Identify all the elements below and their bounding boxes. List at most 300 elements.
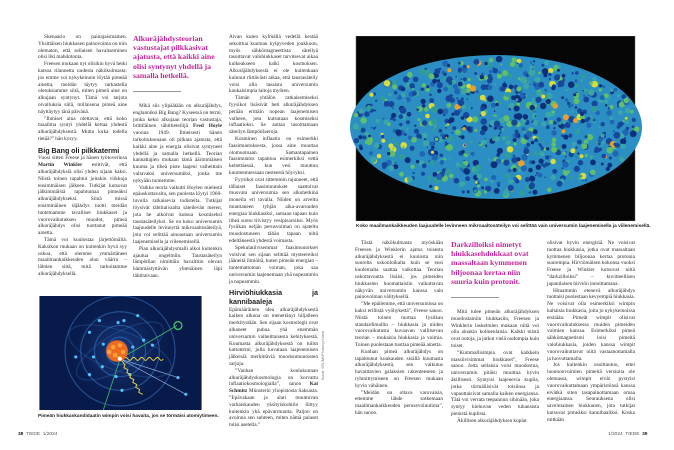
- cmb-speck: [516, 98, 519, 101]
- cmb-speck: [583, 95, 585, 97]
- cmb-speck: [526, 131, 532, 137]
- cmb-speck: [459, 182, 464, 187]
- cmb-speck: [360, 117, 366, 123]
- cmb-speck: [541, 95, 545, 99]
- cmb-speck: [484, 190, 487, 193]
- cmb-speck: [475, 181, 478, 184]
- cmb-speck: [613, 130, 615, 132]
- cmb-speck: [511, 157, 517, 163]
- cmb-speck: [462, 190, 465, 193]
- cmb-speck: [580, 79, 583, 82]
- cmb-speck: [598, 142, 601, 145]
- divider: [451, 297, 499, 298]
- cmb-speck: [515, 64, 518, 67]
- cmb-speck: [553, 127, 555, 129]
- cmb-speck: [575, 106, 578, 109]
- cmb-speck: [592, 101, 598, 107]
- cmb-speck: [429, 94, 432, 97]
- cmb-speck: [514, 142, 517, 145]
- cmb-speck: [450, 94, 453, 97]
- paragraph: Freesen mukaan nyt olisikin hyvä hetki katsoa tilannetta uudesta näkökulmasta: jos emme voi nykykeinoin löytää pimeää ainetta, meidän täytyy tarkastella oletuksiamme siitä, miten pimeä aine on alkujaan syntynyt. Tämä voi tarjota oivalluksia siitä, millaisena pimeä aine näyttäytyy tänä päivänä.: [38, 61, 127, 115]
- cmb-speck: [487, 95, 494, 102]
- paragraph: Äkillisen alkuräjähdyksen kuplat: [457, 417, 527, 424]
- cmb-speck: [515, 179, 520, 184]
- cmb-speck: [580, 112, 584, 116]
- cmb-speck: [576, 112, 578, 114]
- cmb-speck: [358, 135, 362, 139]
- cmb-speck: [362, 135, 366, 139]
- cmb-speck: [480, 118, 487, 125]
- cmb-speck: [577, 152, 579, 154]
- cmb-speck: [489, 58, 494, 63]
- cmb-speck: [561, 96, 564, 99]
- cmb-speck: [394, 91, 398, 95]
- person-name: Kai Schmitz: [229, 381, 318, 395]
- cmb-speck: [570, 148, 575, 153]
- cmb-speck: [374, 109, 376, 111]
- cmb-speck: [494, 110, 496, 112]
- cmb-speck: [536, 172, 538, 174]
- cmb-speck: [530, 105, 535, 110]
- cmb-speck: [569, 106, 571, 108]
- cmb-speck: [400, 107, 407, 114]
- cmb-speck: [491, 103, 496, 108]
- cmb-speck: [581, 74, 586, 79]
- cmb-speck: [551, 86, 555, 90]
- cmb-speck: [392, 84, 397, 89]
- cmb-speck: [513, 154, 515, 156]
- cmb-speck: [534, 77, 540, 83]
- cmb-speck: [375, 100, 377, 102]
- cmb-speck: [394, 156, 397, 159]
- cmb-speck: [549, 78, 551, 80]
- cmb-speck: [580, 122, 582, 124]
- cmb-speck: [625, 117, 628, 120]
- cmb-speck: [413, 90, 415, 92]
- cmb-speck: [368, 135, 371, 138]
- cmb-speck: [498, 71, 501, 74]
- cmb-speck: [447, 103, 452, 108]
- cmb-speck: [422, 83, 426, 87]
- cmb-speck: [552, 103, 558, 109]
- cmb-speck: [561, 167, 563, 169]
- cmb-speck: [413, 77, 419, 83]
- cmb-speck: [529, 69, 536, 76]
- cmb-speck: [406, 120, 410, 124]
- cmb-speck: [402, 127, 404, 129]
- cmb-speck: [562, 161, 568, 167]
- divider: [133, 91, 181, 92]
- cmb-speck: [517, 157, 521, 161]
- cmb-speck: [416, 108, 419, 111]
- cmb-speck: [548, 68, 554, 74]
- cmb-speck: [514, 106, 520, 112]
- cmb-speck: [495, 103, 498, 106]
- cmb-speck: [534, 138, 538, 142]
- cmb-speck: [608, 97, 610, 99]
- cmb-speck: [452, 126, 456, 130]
- cmb-speck: [503, 138, 505, 140]
- cmb-speck: [492, 67, 494, 69]
- cmb-speck: [601, 122, 605, 126]
- cmb-speck: [370, 157, 376, 163]
- cmb-speck: [508, 185, 514, 191]
- cmb-speck: [470, 126, 473, 129]
- cmb-speck: [443, 87, 448, 92]
- cmb-speck: [527, 81, 529, 83]
- cmb-speck: [523, 148, 529, 154]
- cmb-speck: [498, 100, 500, 102]
- cmb-speck: [369, 151, 373, 155]
- right-column-3: [547, 240, 635, 424]
- cmb-speck: [431, 106, 438, 113]
- cmb-speck: [525, 95, 527, 97]
- cmb-speck: [510, 62, 515, 67]
- cmb-speck: [405, 157, 411, 163]
- cmb-speck: [370, 104, 373, 107]
- cmb-speck: [567, 102, 571, 106]
- cmb-speck: [575, 156, 577, 158]
- cmb-speck: [618, 110, 623, 115]
- cmb-speck: [598, 138, 603, 143]
- cmb-speck: [445, 169, 451, 175]
- cmb-speck: [461, 71, 463, 73]
- figure-caption: Pimeän hiukkaskandidaatin wimpin voisi havaita, jos se törmäisi atomiytimeen.: [38, 414, 219, 419]
- cmb-speck: [583, 97, 589, 103]
- cmb-speck: [589, 81, 593, 85]
- cmb-speck: [575, 71, 579, 75]
- cmb-speck: [394, 162, 396, 164]
- cmb-speck: [373, 127, 376, 130]
- cmb-speck: [503, 190, 509, 196]
- cmb-speck: [430, 160, 435, 165]
- cmb-speck: [442, 77, 446, 81]
- cmb-speck: [446, 137, 448, 139]
- cmb-speck: [573, 93, 576, 96]
- left-column-2: [133, 34, 222, 280]
- cmb-speck: [474, 72, 477, 75]
- cmb-speck: [467, 190, 470, 193]
- cmb-speck: [607, 147, 613, 153]
- cmb-speck: [469, 107, 471, 109]
- cmb-speck: [604, 100, 608, 104]
- cmb-speck: [443, 72, 447, 76]
- cmb-speck: [414, 129, 419, 134]
- cmb-speck: [575, 84, 579, 88]
- cmb-speck: [401, 87, 405, 91]
- cmb-speck: [501, 128, 504, 131]
- cmb-speck: [535, 175, 537, 177]
- cmb-speck: [552, 138, 557, 143]
- cmb-speck: [456, 97, 458, 99]
- cmb-speck: [458, 99, 465, 106]
- cmb-speck: [436, 174, 442, 180]
- cmb-speck: [448, 136, 454, 142]
- cmb-speck: [565, 98, 569, 102]
- cmb-speck: [569, 159, 571, 161]
- cmb-speck: [474, 129, 477, 132]
- cmb-speck: [613, 151, 619, 157]
- cmb-speck: [521, 165, 527, 171]
- cmb-speck: [414, 125, 416, 127]
- cmb-speck: [585, 179, 588, 182]
- paragraph: Mikä siis ylipäätään on alkuräjähdys, englanniksi Big Bang? Kyseessä on termi, jonka keksi alkujaan teorian vastustaja, brittiläinen tähtitieteilijä Fred Hoyle vuonna 1949. Ilmeisesti hänen tarkoituksenaan oli pilkata ajatusta, että kaikki aine ja energia olisivat syntyneet yhdellä ja samalla hetkellä. Teorian kannattajien mukaan tämä äärimmäisen kuuma ja tiheä piste laajeni vaiheittain valtavaksi universumiksi, jonka me nykyään tunnemme.: [133, 103, 222, 184]
- right-column-1: [355, 240, 443, 417]
- cmb-speck: [374, 143, 380, 149]
- cmb-speck: [558, 122, 561, 125]
- cmb-speck: [520, 93, 525, 98]
- cmb-speck: [463, 65, 467, 69]
- cmb-speck: [476, 90, 479, 93]
- cmb-speck: [467, 99, 469, 101]
- cmb-speck: [507, 92, 510, 95]
- cmb-speck: [406, 128, 408, 130]
- cmb-speck: [548, 73, 551, 76]
- cmb-speck: [407, 72, 413, 78]
- section-heading: Big Bang oli pilkkatermi: [38, 145, 120, 155]
- cmb-speck: [569, 176, 573, 180]
- paragraph: ”Ihmiset aina olettavat, että koko maailma syntyi yhdellä kertaa yhdestä alkuräjähdyksestä. Mutta kuka todella tietää?” hän kysyy.: [38, 115, 127, 142]
- cmb-speck: [440, 160, 445, 165]
- cmb-speck: [572, 72, 574, 74]
- cmb-speck: [576, 167, 578, 169]
- cmb-speck: [421, 99, 426, 104]
- cmb-speck: [491, 161, 498, 168]
- cmb-speck: [546, 147, 549, 150]
- cmb-speck: [622, 155, 625, 158]
- cmb-speck: [477, 184, 480, 187]
- cmb-speck: [529, 176, 535, 182]
- cmb-speck: [630, 130, 637, 137]
- cmb-speck: [480, 130, 486, 136]
- cmb-speck: [392, 148, 394, 150]
- cmb-speck: [447, 123, 449, 125]
- cmb-speck: [562, 144, 567, 149]
- cmb-speck: [532, 98, 535, 101]
- cmb-speck: [482, 73, 484, 75]
- cmb-speck: [605, 104, 607, 106]
- cmb-speck: [454, 178, 460, 184]
- cmb-speck: [581, 119, 585, 123]
- cmb-speck: [610, 120, 615, 125]
- cmb-speck: [448, 119, 452, 123]
- cmb-speck: [577, 140, 582, 145]
- person-name: Martin Winkler: [38, 162, 83, 169]
- cmb-speck: [585, 135, 588, 138]
- cmb-speck: [416, 160, 419, 163]
- cmb-speck: [432, 79, 437, 84]
- cmb-speck: [471, 152, 475, 156]
- cmb-speck: [588, 89, 595, 96]
- cmb-speck: [582, 90, 584, 92]
- cmb-speck: [571, 111, 573, 113]
- cmb-speck: [488, 158, 491, 161]
- cmb-speck: [359, 147, 363, 151]
- cmb-speck: [451, 113, 454, 116]
- cmb-speck: [364, 111, 369, 116]
- cmb-speck: [610, 89, 613, 92]
- cmb-speck: [465, 176, 470, 181]
- cmb-speck: [531, 141, 534, 144]
- cmb-speck: [601, 163, 604, 166]
- cmb-speck: [536, 165, 541, 170]
- cmb-speck: [395, 129, 401, 135]
- cmb-speck: [602, 154, 607, 159]
- cmb-speck: [468, 92, 471, 95]
- cmb-speck: [481, 186, 484, 189]
- paragraph: Hitaammin etenevä alkuräjähdys tuottaisi puolestaan kevyempiä hiukkasia. Ne voisivat olla esimerkiksi wimpin kaltaisia hiukkasia, joita jo nykykeinoissa etsitään. Pimeät wimpit olisivat vuorovaikutuksessa muiden pimeiden voimien kanssa. Esimerkiksi pimeä sähkömagnetismi loisi pimeitä valohiukkasia, joiden kanssa wimpit vuorovaikuttavat niitä vastaanottamalla ja luovuttamalla.: [547, 287, 635, 362]
- cmb-speck: [479, 142, 481, 144]
- cmb-speck: [575, 146, 577, 148]
- cmb-speck: [545, 162, 549, 166]
- cmb-speck: [522, 127, 526, 131]
- cmb-speck: [459, 136, 461, 138]
- cmb-speck: [540, 103, 546, 109]
- cmb-speck: [487, 85, 492, 90]
- cmb-speck: [445, 124, 448, 127]
- section-heading: Hirviöhiukkasia ja kannibaaleja: [229, 288, 318, 307]
- cmb-speck: [496, 56, 503, 63]
- cmb-speck: [541, 122, 546, 127]
- paragraph: Tämä voi kuulostaa järjettömältä. Kaksikon mukaan on kuitenkin hyvä syy uskoa, että olemme ymmärtäneet maailmankaikkeuden alun väärin – lähtien siitä, mitä tarkoitamme alkuräjähdyksellä.: [38, 236, 127, 277]
- cmb-speck: [582, 179, 584, 181]
- cmb-speck: [529, 84, 531, 86]
- cmb-speck: [544, 118, 547, 121]
- cmb-speck: [429, 141, 434, 146]
- cmb-speck: [387, 157, 390, 160]
- cmb-speck: [521, 101, 523, 103]
- cmb-speck: [580, 175, 583, 178]
- cmb-speck: [515, 130, 519, 134]
- cmb-speck: [494, 188, 500, 194]
- cmb-speck: [435, 138, 439, 142]
- cmb-speck: [500, 64, 502, 66]
- paragraph: ”Me epäilemme, että universumissa on kaksi erillistä vyöhykettä”, Freese sanoo. Niistä toinen tuottaa fysiikan standardimallin – hiukkasia ja niiden vuorovaikutusta kuvaavan vallitsevan teorian – mukaisia hiukkasia ja voimia. Toinen puolestaan tuottaa pimeää ainetta.: [355, 301, 443, 348]
- paragraph: ”Meidän on oltava varovaisia, ettemme lähde sotkemaan maailmankaikkeuden perusevoluutiota”, hän sanoo.: [355, 389, 443, 416]
- cmb-speck: [546, 125, 550, 129]
- cmb-speck: [503, 124, 505, 126]
- cmb-speck: [487, 78, 492, 83]
- cmb-speck: [480, 107, 485, 112]
- cmb-speck: [407, 112, 412, 117]
- cmb-speck: [561, 129, 565, 133]
- cmb-speck: [471, 107, 473, 109]
- cmb-speck: [563, 114, 569, 120]
- cmb-speck: [427, 175, 431, 179]
- cmb-speck: [408, 113, 410, 115]
- cmb-speck: [567, 170, 570, 173]
- cmb-speck: [545, 112, 551, 118]
- cmb-speck: [499, 102, 502, 105]
- cmb-speck: [592, 77, 596, 81]
- cmb-speck: [399, 114, 404, 119]
- cmb-speck: [428, 180, 431, 183]
- cmb-speck: [419, 113, 421, 115]
- cmb-speck: [394, 142, 399, 147]
- cmb-speck: [456, 162, 461, 167]
- cmb-speck: [549, 185, 551, 187]
- cmb-speck: [572, 146, 574, 148]
- paragraph: Fyysikot ovat sittemmin tajunneet, että tällaiset faasimuutokset saattoivat muovata universumia sen alkuhetkinä monella eri tavalla. Niiden on arveltu muuttaneen tyhjän aika-avaruuden energiaa hiukkasiksi, samaan tapaan kuin tiheä sumu tiivistyy vesipisaroiksi. Myös fysiikan neljän perusvoiman on ajateltu muodostuneen tähän tapaan niitä edeltäneestä yhdestä voimasta.: [229, 176, 318, 244]
- cmb-speck: [551, 147, 557, 153]
- cmb-speck: [439, 129, 443, 133]
- cmb-speck: [416, 133, 421, 138]
- cmb-speck: [380, 96, 385, 101]
- cmb-speck: [591, 106, 598, 113]
- cmb-speck: [367, 97, 369, 99]
- cmb-speck: [497, 148, 503, 154]
- cmb-speck: [542, 68, 548, 74]
- cmb-speck: [533, 60, 535, 62]
- cmb-speck: [389, 166, 395, 172]
- cmb-speck: [417, 118, 420, 121]
- right-column-2: [451, 240, 539, 425]
- paragraph: Spekulatiivisemmat faasimuutokset voisivat sen sijaan selittää mysteereiksi jääneitä ilmiöitä, kuten pimeän energian – tuntemattoman voiman, joka saa universumin laajenemaan yhä nopeammin ja nopeammin.: [229, 244, 318, 285]
- cmb-speck: [557, 69, 560, 72]
- cmb-speck: [448, 81, 452, 85]
- cmb-speck: [574, 98, 580, 104]
- cmb-speck: [458, 62, 461, 65]
- cmb-speck: [493, 114, 495, 116]
- page-footer: 1/2024 TIEDE 39: [608, 432, 648, 437]
- cmb-speck: [504, 152, 511, 159]
- cmb-speck: [358, 108, 364, 114]
- cmb-speck: [434, 124, 437, 127]
- cmb-speck: [544, 177, 546, 179]
- cmb-speck: [503, 160, 509, 166]
- cmb-speck: [532, 113, 538, 119]
- cmb-speck: [540, 151, 545, 156]
- cmb-speck: [513, 138, 517, 142]
- cmb-speck: [461, 150, 464, 153]
- cmb-speck: [590, 170, 596, 176]
- cmb-speck: [464, 144, 466, 146]
- cmb-speck: [472, 116, 478, 122]
- cmb-speck: [437, 89, 441, 93]
- cmb-speck: [389, 140, 391, 142]
- cmb-speck: [474, 59, 480, 65]
- cmb-speck: [569, 134, 573, 138]
- cmb-speck: [565, 156, 567, 158]
- cmb-speck: [531, 160, 535, 164]
- cmb-speck: [463, 112, 469, 118]
- cmb-speck: [620, 138, 626, 144]
- cmb-speck: [422, 104, 425, 107]
- left-column-1: [38, 34, 127, 278]
- cmb-speck: [557, 181, 563, 187]
- cmb-speck: [529, 183, 535, 189]
- cmb-speck: [354, 113, 359, 118]
- cmb-speck: [431, 151, 434, 154]
- cmb-speck: [384, 80, 390, 86]
- cmb-speck: [584, 89, 586, 91]
- cmb-speck: [360, 128, 365, 133]
- cmb-speck: [451, 132, 453, 134]
- cmb-speck: [381, 139, 385, 143]
- cmb-speck: [565, 89, 567, 91]
- cmb-speck: [536, 97, 542, 103]
- cmb-speck: [538, 82, 544, 88]
- cmb-speck: [506, 140, 511, 145]
- cmb-speck: [431, 146, 434, 149]
- paragraph: olisivat hyvin energisiä. Ne voisivat tuottaa hiukkasia, jotka ovat massaltaan kymmenen biljoonaa kertaa protonia suurempia. Hirviömäisen kokonsa vuoksi Freese ja Winkler kutsuvat niitä ”darkzilloiksi” – kuvitteellisen japanilaisen hirviön innoittamana.: [547, 240, 635, 287]
- cmb-speck: [422, 120, 428, 126]
- cmb-speck: [617, 106, 619, 108]
- cmb-speck: [630, 110, 633, 113]
- cmb-speck: [512, 134, 516, 138]
- atom-illustration: [38, 296, 203, 410]
- cmb-speck: [550, 159, 555, 164]
